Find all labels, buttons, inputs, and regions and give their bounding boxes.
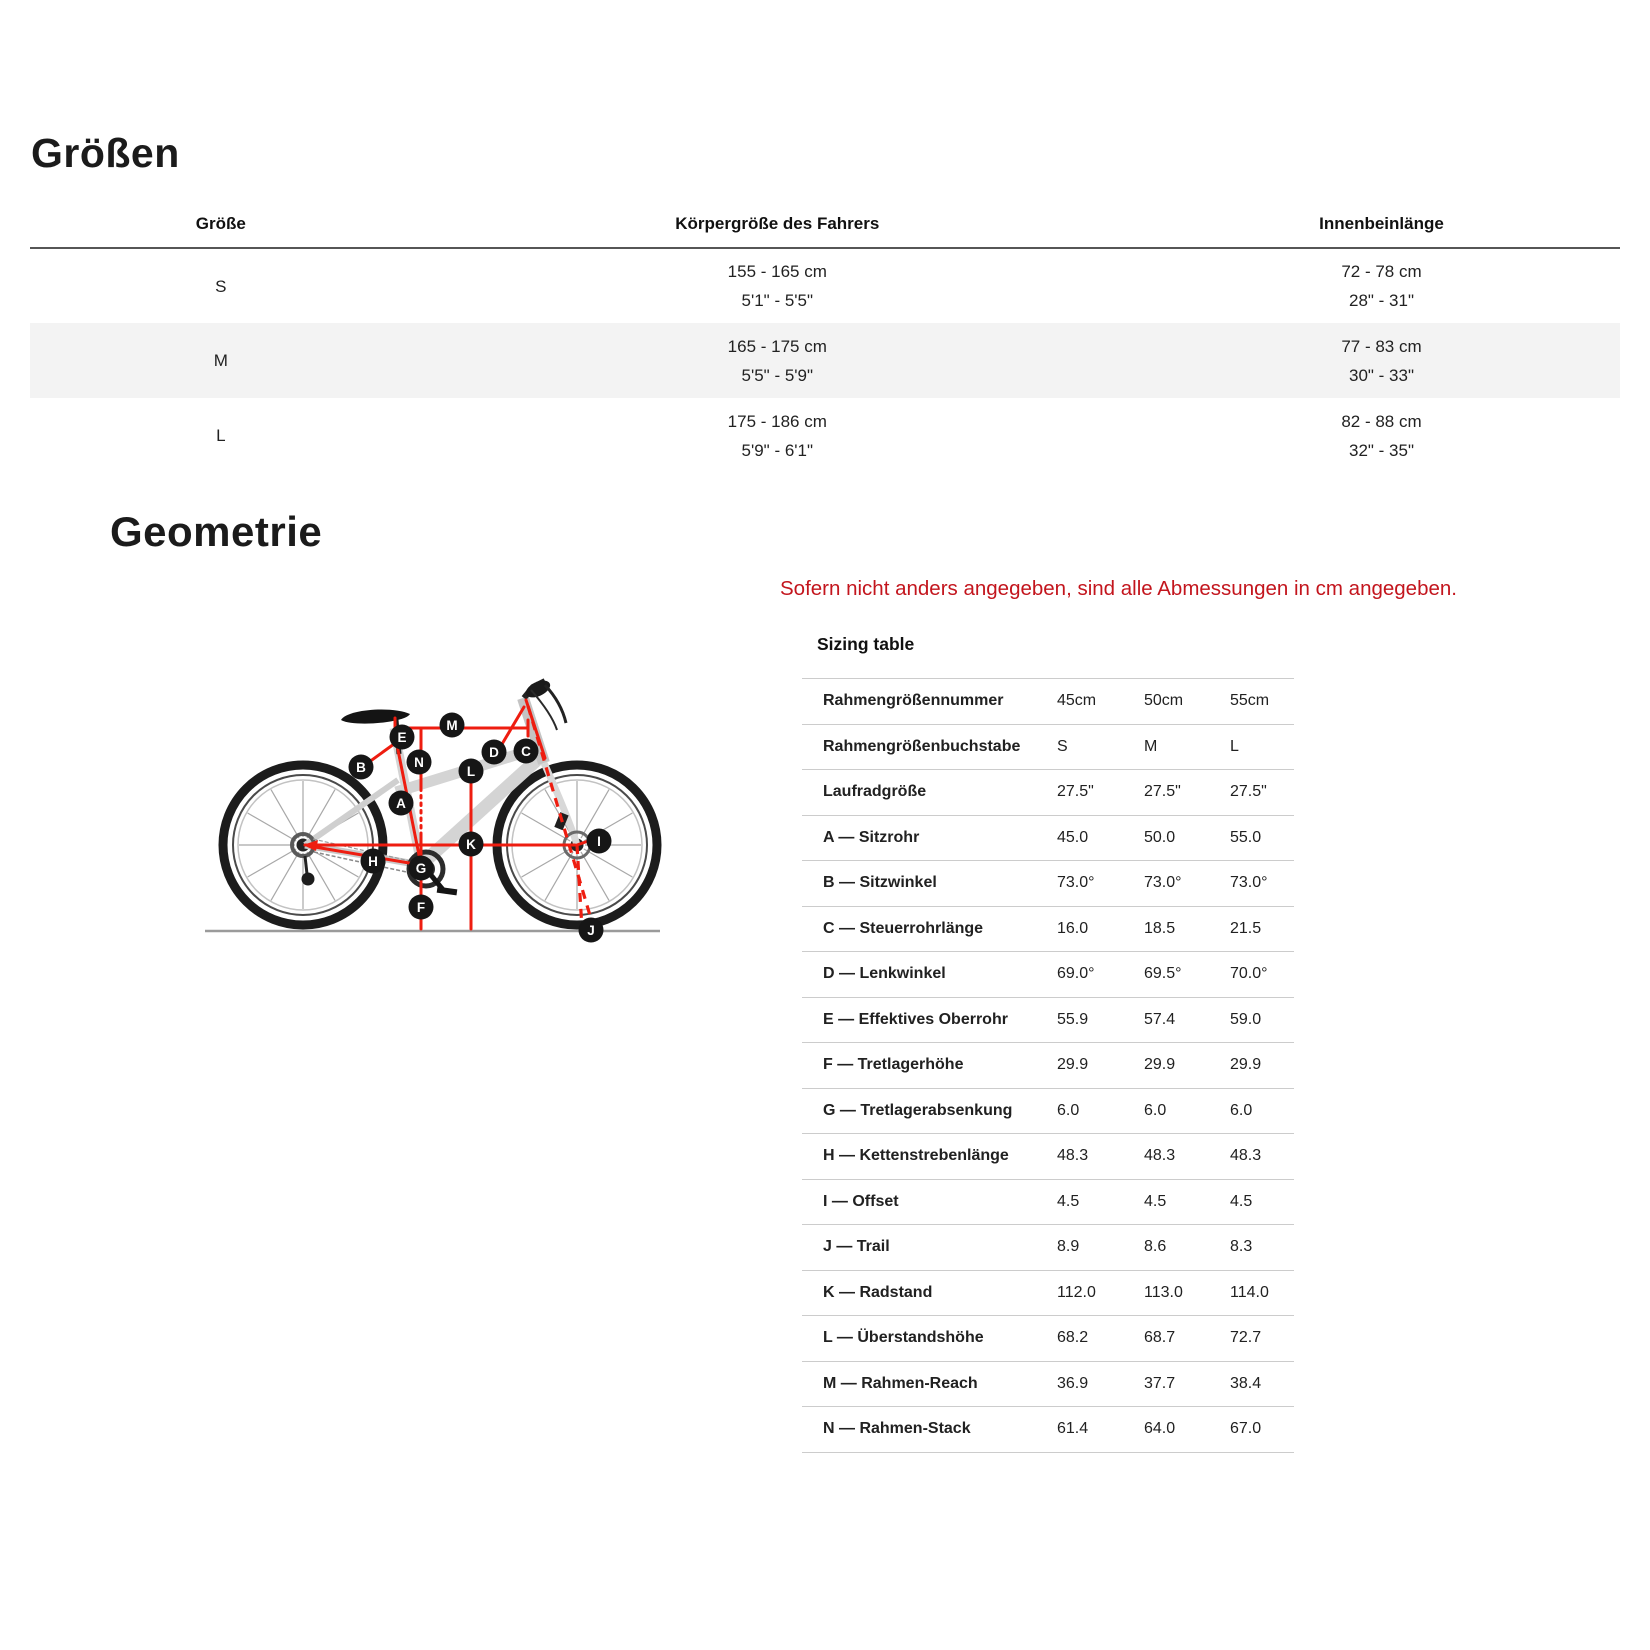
diagram-label-m xyxy=(440,713,465,738)
geometry-value-45: 29.9 xyxy=(1057,1043,1144,1089)
diagram-label-b xyxy=(349,755,374,780)
geometry-value-55: 29.9 xyxy=(1230,1043,1294,1089)
geometry-table-title: Sizing table xyxy=(817,634,915,654)
rider-height-cm: 155 - 165 cm xyxy=(727,262,827,281)
geometry-value-50: 64.0 xyxy=(1144,1407,1230,1453)
bike-geometry-diagram xyxy=(195,630,670,945)
svg-text:I: I xyxy=(597,834,601,849)
geometry-value-45: 73.0° xyxy=(1057,861,1144,907)
sizes-row-l xyxy=(30,398,1620,473)
inseam-cm: 72 - 78 cm xyxy=(1341,262,1422,281)
svg-text:A: A xyxy=(396,796,406,811)
sizes-col-header-size: Größe xyxy=(30,195,412,248)
diagram-label-n xyxy=(407,750,432,775)
geometry-value-50: 8.6 xyxy=(1144,1225,1230,1271)
geometry-row xyxy=(802,997,1294,1043)
sizes-section-title: Größen xyxy=(31,130,180,176)
geometry-value-45: 69.0° xyxy=(1057,952,1144,998)
geometry-value-45: 48.3 xyxy=(1057,1134,1144,1180)
geometry-value-50: 68.7 xyxy=(1144,1316,1230,1362)
geometry-value-55: 67.0 xyxy=(1230,1407,1294,1453)
geometry-row xyxy=(802,906,1294,952)
geometry-value-45: 68.2 xyxy=(1057,1316,1144,1362)
geometry-row-label: Laufradgröße xyxy=(802,770,1057,816)
size-label: S xyxy=(215,276,227,296)
svg-text:C: C xyxy=(521,744,531,759)
rider-height-in: 5'1" - 5'5" xyxy=(741,291,814,310)
size-label: M xyxy=(213,351,228,370)
sizes-col-header-inseam: Innenbeinlänge xyxy=(1143,195,1620,248)
geometry-row xyxy=(802,1361,1294,1407)
geometry-row-label: Rahmengrößenbuchstabe xyxy=(802,724,1057,770)
geometry-value-45: 6.0 xyxy=(1057,1088,1144,1134)
svg-text:E: E xyxy=(397,730,407,745)
geometry-row xyxy=(802,1134,1294,1180)
geometry-value-50: 37.7 xyxy=(1144,1361,1230,1407)
svg-text:H: H xyxy=(368,854,378,869)
svg-text:K: K xyxy=(466,837,476,852)
geometry-value-45: 4.5 xyxy=(1057,1179,1144,1225)
geometry-row xyxy=(802,861,1294,907)
svg-text:F: F xyxy=(416,900,426,915)
geometry-value-55: L xyxy=(1230,724,1294,770)
geometry-row xyxy=(802,1270,1294,1316)
geometry-row-label: H — Kettenstrebenlänge xyxy=(802,1134,1057,1180)
geometry-row xyxy=(802,724,1294,770)
geometry-row-label: F — Tretlagerhöhe xyxy=(802,1043,1057,1089)
geometry-value-50: 50.0 xyxy=(1144,815,1230,861)
geometry-value-50: 73.0° xyxy=(1144,861,1230,907)
diagram-label-d xyxy=(482,740,507,765)
svg-text:D: D xyxy=(489,745,499,760)
sizes-table xyxy=(30,195,1620,473)
geometry-value-50: 113.0 xyxy=(1144,1270,1230,1316)
geometry-row xyxy=(802,952,1294,998)
geometry-row-label: L — Überstandshöhe xyxy=(802,1316,1057,1362)
geometry-value-50: 18.5 xyxy=(1144,906,1230,952)
geometry-value-55: 8.3 xyxy=(1230,1225,1294,1271)
geometry-value-55: 72.7 xyxy=(1230,1316,1294,1362)
diagram-label-g xyxy=(409,856,434,881)
geometry-row-label: J — Trail xyxy=(802,1225,1057,1271)
geometry-value-45: S xyxy=(1057,724,1144,770)
geometry-value-45: 36.9 xyxy=(1057,1361,1144,1407)
geometry-value-45: 61.4 xyxy=(1057,1407,1144,1453)
inseam-in: 30" - 33" xyxy=(1348,365,1414,385)
geometry-value-45: 45cm xyxy=(1057,679,1144,725)
diagram-label-f xyxy=(409,895,434,920)
geometry-row-label: E — Effektives Oberrohr xyxy=(802,997,1057,1043)
size-label: L xyxy=(216,426,226,445)
geometry-value-55: 55cm xyxy=(1230,679,1294,725)
geometry-value-45: 8.9 xyxy=(1057,1225,1144,1271)
geometry-row-label: N — Rahmen-Stack xyxy=(802,1407,1057,1453)
geometry-table xyxy=(802,678,1294,1453)
geometry-value-50: 57.4 xyxy=(1144,997,1230,1043)
diagram-label-l xyxy=(459,759,484,784)
diagram-label-k xyxy=(459,832,484,857)
geometry-value-50: 50cm xyxy=(1144,679,1230,725)
inseam-in: 28" - 31" xyxy=(1348,291,1414,310)
geometry-row-label: A — Sitzrohr xyxy=(802,815,1057,861)
geometry-row-label: K — Radstand xyxy=(802,1270,1057,1316)
sizes-header-row xyxy=(30,195,1620,248)
geometry-value-50: 6.0 xyxy=(1144,1088,1230,1134)
geometry-row xyxy=(802,1179,1294,1225)
diagram-label-c xyxy=(514,739,539,764)
diagram-label-i xyxy=(587,829,612,854)
geometry-value-45: 45.0 xyxy=(1057,815,1144,861)
geometry-value-55: 73.0° xyxy=(1230,861,1294,907)
geometry-row-label: M — Rahmen-Reach xyxy=(802,1361,1057,1407)
geometry-value-50: 69.5° xyxy=(1144,952,1230,998)
geometry-row-label: I — Offset xyxy=(802,1179,1057,1225)
geometry-row xyxy=(802,1316,1294,1362)
geometry-value-50: 29.9 xyxy=(1144,1043,1230,1089)
geometry-value-55: 6.0 xyxy=(1230,1088,1294,1134)
geometry-row-label: G — Tretlagerabsenkung xyxy=(802,1088,1057,1134)
geometry-value-50: 27.5" xyxy=(1144,770,1230,816)
rider-height-in: 5'9" - 6'1" xyxy=(741,440,814,460)
pedal xyxy=(437,887,458,896)
geometry-row xyxy=(802,815,1294,861)
geometry-value-45: 55.9 xyxy=(1057,997,1144,1043)
geometry-value-55: 38.4 xyxy=(1230,1361,1294,1407)
geometry-value-55: 21.5 xyxy=(1230,906,1294,952)
geometry-row xyxy=(802,770,1294,816)
svg-text:L: L xyxy=(466,764,476,779)
geometry-value-50: 48.3 xyxy=(1144,1134,1230,1180)
diagram-label-j xyxy=(579,918,604,943)
sizes-col-header-rider-height: Körpergröße des Fahrers xyxy=(412,195,1143,248)
geometry-row-label: Rahmengrößennummer xyxy=(802,679,1057,725)
svg-text:J: J xyxy=(587,923,595,938)
brake-lever xyxy=(545,685,566,723)
diagram-label-e xyxy=(390,725,415,750)
rider-height-cm: 165 - 175 cm xyxy=(727,336,827,356)
geometry-row-label: C — Steuerrohrlänge xyxy=(802,906,1057,952)
geometry-value-55: 70.0° xyxy=(1230,952,1294,998)
geometry-row xyxy=(802,1225,1294,1271)
svg-text:M: M xyxy=(446,718,458,733)
inseam-cm: 77 - 83 cm xyxy=(1341,336,1422,356)
geometry-row-label: B — Sitzwinkel xyxy=(802,861,1057,907)
geometry-row xyxy=(802,1088,1294,1134)
rear-derailleur xyxy=(302,873,315,886)
sizes-row-s xyxy=(30,248,1620,323)
geometry-row xyxy=(802,679,1294,725)
geometry-value-45: 16.0 xyxy=(1057,906,1144,952)
geometry-value-55: 59.0 xyxy=(1230,997,1294,1043)
diagram-label-h xyxy=(361,849,386,874)
inseam-cm: 82 - 88 cm xyxy=(1341,411,1422,431)
sizes-row-m xyxy=(30,323,1620,398)
geometry-row xyxy=(802,1407,1294,1453)
geometry-value-55: 114.0 xyxy=(1230,1270,1294,1316)
geometry-value-55: 27.5" xyxy=(1230,770,1294,816)
geometry-value-45: 112.0 xyxy=(1057,1270,1144,1316)
diagram-label-a xyxy=(389,791,414,816)
geometry-value-50: M xyxy=(1144,724,1230,770)
geometry-value-50: 4.5 xyxy=(1144,1179,1230,1225)
geometry-value-55: 55.0 xyxy=(1230,815,1294,861)
svg-text:B: B xyxy=(356,760,366,775)
geometry-row-label: D — Lenkwinkel xyxy=(802,952,1057,998)
geometry-value-55: 4.5 xyxy=(1230,1179,1294,1225)
geometry-row xyxy=(802,1043,1294,1089)
svg-text:N: N xyxy=(414,755,424,770)
rider-height-in: 5'5" - 5'9" xyxy=(741,365,814,385)
inseam-in: 32" - 35" xyxy=(1348,440,1414,460)
geometry-section-title: Geometrie xyxy=(110,508,323,555)
geometry-value-45: 27.5" xyxy=(1057,770,1144,816)
geometry-units-note: Sofern nicht anders angegeben, sind alle Abmessungen in cm angegeben. xyxy=(780,577,1457,600)
saddle xyxy=(341,709,410,723)
svg-text:G: G xyxy=(415,861,427,876)
rider-height-cm: 175 - 186 cm xyxy=(727,411,827,431)
geometry-value-55: 48.3 xyxy=(1230,1134,1294,1180)
